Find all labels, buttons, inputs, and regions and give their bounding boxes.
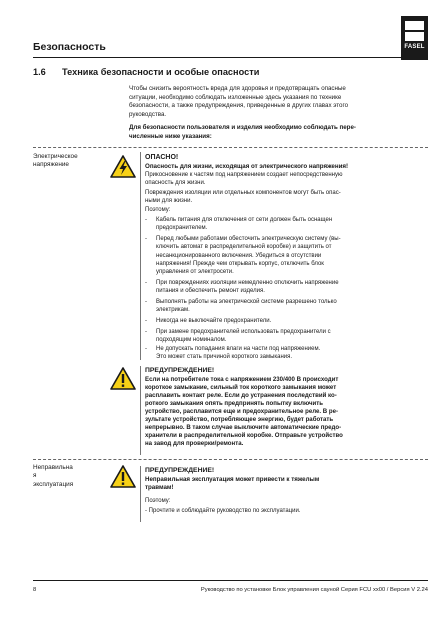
list-item-line: ключить автомат в распределительной коробке) и защитить от bbox=[156, 244, 332, 251]
warning-subtitle-line: Неправильная эксплуатация может привести к тяжелым bbox=[145, 476, 320, 483]
danger-body bbox=[145, 171, 403, 214]
warning-box-misuse bbox=[140, 466, 405, 522]
danger-list-item bbox=[145, 235, 403, 276]
side-label-line: Неправильна bbox=[33, 464, 73, 471]
section-divider bbox=[33, 147, 428, 148]
warning-general-icon bbox=[110, 367, 136, 390]
danger-list-item bbox=[145, 345, 403, 362]
warning-body-line: Если на потребителе тока с напряжением 230/400 В происходит bbox=[145, 376, 339, 383]
list-dash: - bbox=[145, 329, 147, 335]
warning-body-line: зультате устройство, потребляющее энергию, будет работать bbox=[145, 416, 334, 423]
warning-body-line: Поэтому: bbox=[145, 498, 171, 504]
danger-body-line: опасность для жизни. bbox=[145, 180, 206, 187]
warning-subtitle-line: травмам! bbox=[145, 484, 174, 492]
list-dash: - bbox=[145, 299, 147, 305]
warning-title: ПРЕДУПРЕЖДЕНИЕ! bbox=[145, 367, 215, 374]
list-item-line: предохранителем. bbox=[156, 225, 208, 232]
chapter-title: Техника безопасности и особые опасности bbox=[62, 67, 260, 77]
intro-line: ситуации, необходимо соблюдать изложенные здесь указания по технике bbox=[129, 93, 342, 101]
warning-body-line: роткого замыкания опять предпринять попытку включить bbox=[145, 400, 323, 407]
danger-subtitle bbox=[145, 163, 403, 171]
side-label-line: я bbox=[33, 472, 37, 480]
warning-body bbox=[145, 376, 403, 448]
side-label-line: Электрическое bbox=[33, 153, 78, 160]
list-item-line: Никогда не выключайте предохранители. bbox=[156, 318, 272, 324]
danger-body-line: ными для жизни. bbox=[145, 197, 193, 204]
list-item-line: При повреждениях изоляции немедленно отключить напряжение bbox=[156, 280, 339, 286]
list-item-line: Это может стать причиной короткого замыкания. bbox=[156, 354, 293, 361]
warning-title: ПРЕДУПРЕЖДЕНИЕ! bbox=[145, 467, 215, 474]
logo-text: FASEL bbox=[404, 44, 425, 50]
warning-subtitle bbox=[145, 476, 403, 493]
danger-title: ОПАСНО! bbox=[145, 154, 179, 161]
list-dash: - bbox=[145, 236, 147, 242]
list-dash: - bbox=[145, 318, 147, 324]
side-label-electrical bbox=[33, 153, 78, 170]
intro-line: Чтобы снизить вероятность вреда для здоровья и предотвращать опасные bbox=[129, 85, 346, 92]
section-header: Безопасность bbox=[33, 41, 106, 53]
list-item-line: управления от электросети. bbox=[156, 269, 234, 276]
fasel-logo bbox=[401, 16, 428, 60]
list-dash: - bbox=[145, 217, 147, 223]
list-item-line: несанкционированного включения. Убедиться в отсутствии bbox=[156, 252, 322, 259]
list-dash: - bbox=[145, 280, 147, 286]
list-item-line: Кабель питания для отключения от сети должен быть оснащен bbox=[156, 217, 333, 223]
side-label-line: напряжение bbox=[33, 161, 69, 169]
list-item-line: электрикам. bbox=[156, 307, 190, 314]
list-item-line: питания и обеспечить ремонт изделия. bbox=[156, 288, 265, 295]
footer-rule bbox=[33, 580, 428, 581]
danger-body-line: Повреждения изоляции или отдельных компонентов могут быть опас- bbox=[145, 189, 341, 196]
intro-line: безопасности, а также предупреждения, приведенные в других главах этого bbox=[129, 102, 349, 110]
chapter-number: 1.6 bbox=[33, 67, 46, 77]
intro-bold-paragraph bbox=[129, 124, 401, 141]
intro-bold-line: Для безопасности пользователя и изделия необходимо соблюдать пере- bbox=[129, 124, 356, 131]
side-label-misuse bbox=[33, 464, 73, 489]
intro-paragraph bbox=[129, 85, 401, 119]
danger-list-item bbox=[145, 298, 403, 315]
warning-general-icon bbox=[110, 465, 136, 488]
warning-body-line: расплавить контакт реле. Если до устранения последствий ко- bbox=[145, 392, 337, 399]
list-item-line: Не допускать попадания влаги на части под напряжением. bbox=[156, 346, 321, 352]
warning-body-line: на завод для проверки/ремонта. bbox=[145, 440, 244, 447]
danger-list-item bbox=[145, 328, 403, 345]
logo-mark bbox=[405, 21, 424, 41]
list-item-line: Перед любыми работами обесточить электрическую систему (вы- bbox=[156, 236, 341, 242]
warning-body bbox=[145, 497, 403, 516]
list-dash: - bbox=[145, 346, 147, 352]
warning-body-line: - Прочтите и соблюдайте руководство по эксплуатации. bbox=[145, 508, 301, 515]
danger-body-line: Прикосновение к частям под напряжением создает непосредственную bbox=[145, 172, 343, 178]
header-rule bbox=[33, 57, 428, 58]
warning-body-line: непрерывно. В таком случае выключите автоматические предо- bbox=[145, 424, 342, 431]
warning-body-line: хранители в распределительной коробке. Отправьте устройство bbox=[145, 432, 343, 439]
list-item-line: При замене предохранителей использовать предохранители с bbox=[156, 329, 331, 335]
warning-body-line: короткое замыкание, сильный ток короткого замыкания может bbox=[145, 384, 337, 391]
intro-bold-line: численные ниже указания: bbox=[129, 132, 212, 140]
danger-body-line: Поэтому: bbox=[145, 207, 171, 214]
side-label-line: эксплуатация bbox=[33, 480, 74, 488]
danger-box bbox=[140, 152, 405, 360]
danger-list-item bbox=[145, 279, 403, 296]
danger-list-item bbox=[145, 216, 403, 233]
list-item-line: напряжения! Прежде чем открывать корпус, отключить блок bbox=[156, 260, 324, 267]
page-number: 8 bbox=[33, 587, 37, 593]
warning-box-short-circuit bbox=[140, 366, 405, 455]
danger-subtitle-line: Опасность для жизни, исходящая от электрического напряжения! bbox=[145, 163, 349, 170]
intro-line: руководства. bbox=[129, 110, 167, 118]
footer-doc-title: Руководство по установке Блок управления сауной Серия FCU xx00 / Версия V 2.24 bbox=[200, 587, 428, 593]
section-divider bbox=[33, 459, 428, 460]
list-item-line: Выполнять работы на электрической системе разрешено только bbox=[156, 299, 337, 305]
list-item-line: подходящим номиналом. bbox=[156, 337, 227, 344]
warning-body-line: устройство, расплавится еще и предохранительное реле. В ре- bbox=[145, 408, 339, 415]
warning-electric-icon bbox=[110, 155, 136, 178]
danger-list-item bbox=[145, 317, 403, 325]
